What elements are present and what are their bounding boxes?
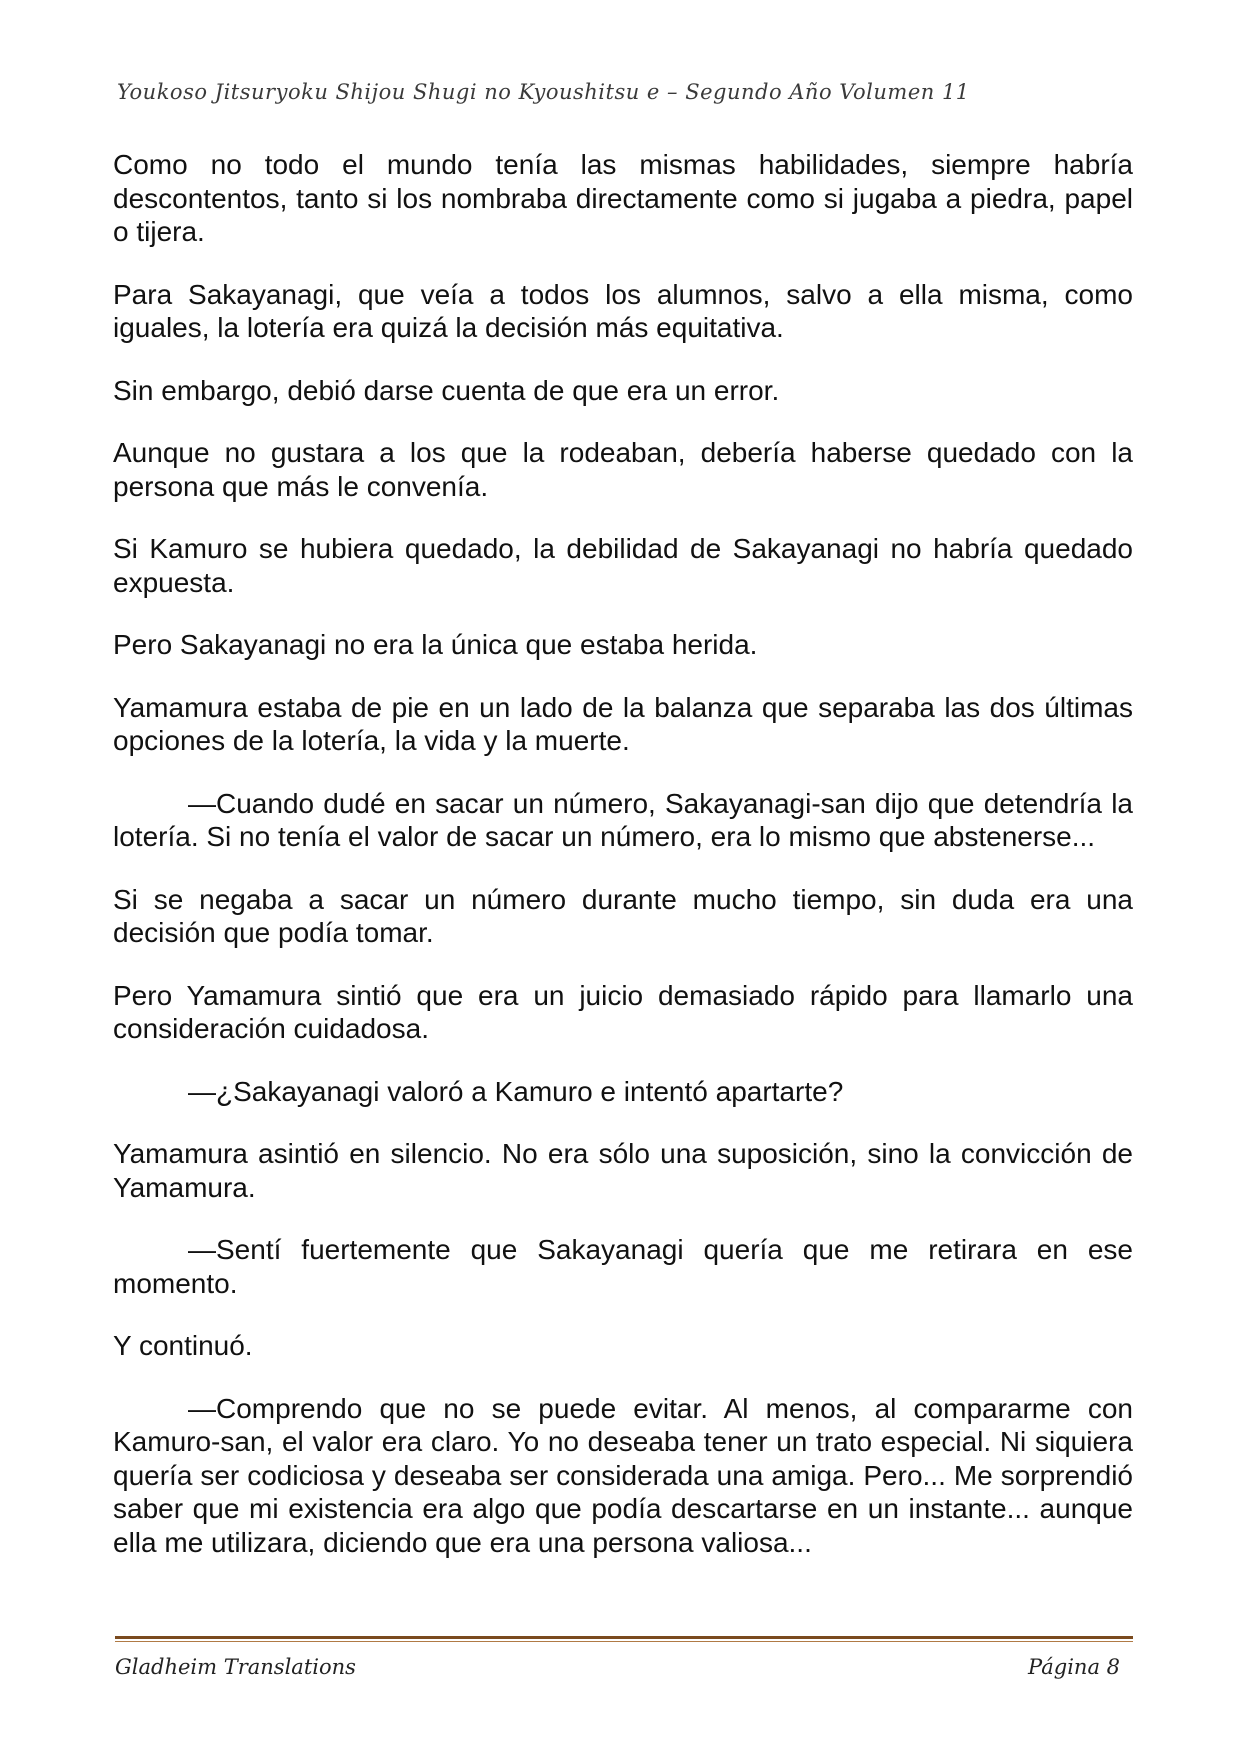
paragraph: Pero Sakayanagi no era la única que estaba herida. — [113, 629, 758, 660]
paragraph: Sin embargo, debió darse cuenta de que era un error. — [113, 374, 780, 406]
body-text — [113, 148, 1133, 1588]
paragraph: Yamamura estaba de pie en un lado de la balanza que separaba las dos últimas opciones de la lotería, la vida y la muerte. — [113, 691, 1133, 756]
footer-divider-thin — [115, 1641, 1133, 1642]
footer-divider-thick — [115, 1636, 1133, 1639]
dialogue-paragraph: —Cuando dudé en sacar un número, Sakayanagi-san dijo que detendría la lotería. Si no tenía el valor de sacar un número, era lo mismo que abstenerse... — [113, 787, 1133, 852]
paragraph: Si se negaba a sacar un número durante mucho tiempo, sin duda era una decisión que podía tomar. — [113, 883, 1133, 948]
paragraph: Yamamura asintió en silencio. No era sólo una suposición, sino la convicción de Yamamura. — [113, 1138, 1133, 1203]
dialogue-paragraph: —¿Sakayanagi valoró a Kamuro e intentó apartarte? — [188, 1075, 844, 1107]
paragraph: Pero Yamamura sintió que era un juicio demasiado rápido para llamarlo una consideración cuidadosa. — [113, 979, 1133, 1044]
paragraph: Como no todo el mundo tenía las mismas habilidades, siempre habría descontentos, tanto si los nombraba directamente como si jugaba a piedra, papel o tijera. — [113, 149, 1133, 247]
paragraph: Si Kamuro se hubiera quedado, la debilidad de Sakayanagi no habría quedado expuesta. — [113, 533, 1133, 598]
footer-translator: Gladheim Translations — [115, 1655, 356, 1679]
running-header: Youkoso Jitsuryoku Shijou Shugi no Kyoushitsu e – Segundo Año Volumen 11 — [117, 80, 970, 104]
dialogue-paragraph: —Sentí fuertemente que Sakayanagi quería que me retirara en ese momento. — [113, 1234, 1133, 1299]
footer-divider — [115, 1636, 1133, 1642]
paragraph: Y continuó. — [113, 1330, 253, 1361]
paragraph: Aunque no gustara a los que la rodeaban, debería haberse quedado con la persona que más le convenía. — [113, 437, 1133, 502]
dialogue-paragraph: —Comprendo que no se puede evitar. Al menos, al compararme con Kamuro-san, el valor era claro. Yo no deseaba tener un trato especial. Ni siquiera quería ser codiciosa y deseaba ser considerada una amiga. Pero... Me sorprendió saber que mi existencia era algo que podía descartarse en un instante... aunque ella me utilizara, diciendo que era una persona valiosa... — [113, 1392, 1133, 1558]
page-number: Página 8 — [1028, 1655, 1120, 1679]
paragraph: Para Sakayanagi, que veía a todos los alumnos, salvo a ella misma, como iguales, la lotería era quizá la decisión más equitativa. — [113, 278, 1133, 343]
